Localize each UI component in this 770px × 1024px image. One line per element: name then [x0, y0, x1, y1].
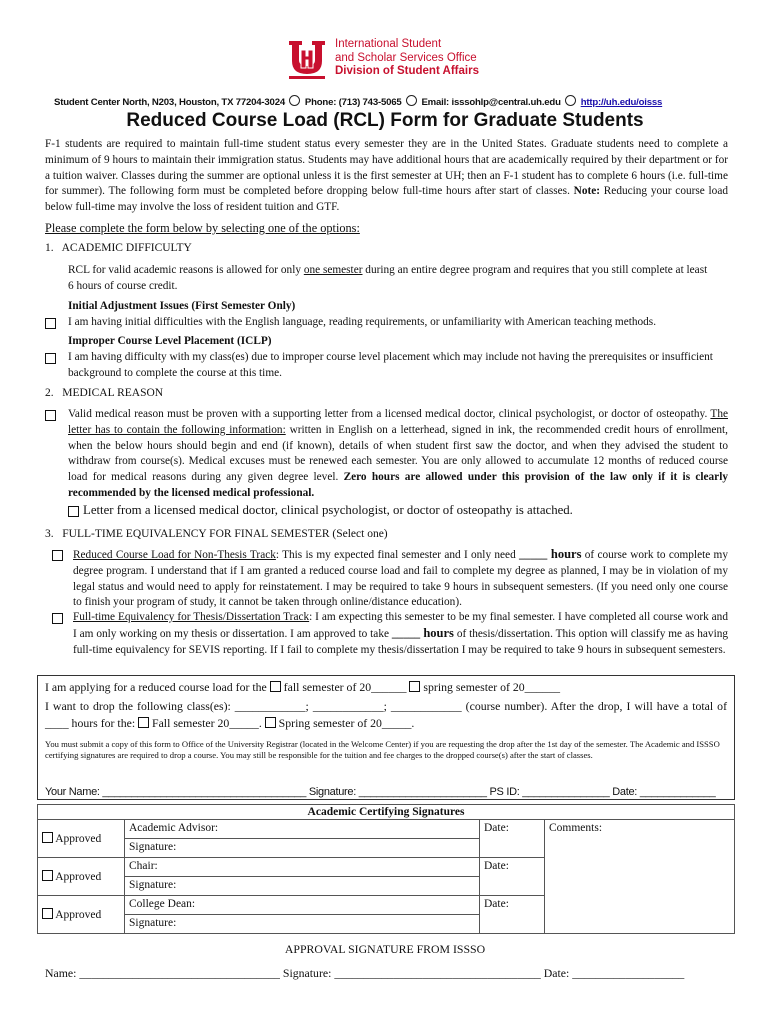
- section3-heading: 3. FULL-TIME EQUIVALENCY FOR FINAL SEMESTER (Select one): [45, 528, 388, 540]
- non-thesis-checkbox[interactable]: [52, 550, 63, 561]
- thesis-a: : I am expecting this semester to be my final semester. I have completed all course work and I am only working on my thesis or dissertation. I am approved to take: [73, 611, 728, 640]
- intro-paragraph: [45, 137, 728, 216]
- non-thesis-b: of course work to complete my degree program. I understand that if I am granted a reduced course load and fail to complete my degree as planned, I may be in violation of my legal status and would need to apply for reinstatement. I may be required to take 9 hours in subsequent semesters. (If you need only one course to finish your program of study, it cannot be taken through online/distance education).: [73, 549, 728, 609]
- drop-spring-checkbox[interactable]: [265, 717, 276, 728]
- sub1-text: I am having initial difficulties with the English language, reading requirements, or unfamiliarity with American teaching methods.: [68, 316, 657, 328]
- chair-signature[interactable]: Signature:: [125, 877, 480, 896]
- note-label: Note:: [573, 185, 601, 198]
- drop-fall-text: Fall semester 20_____.: [149, 716, 265, 730]
- web-icon: [565, 95, 576, 106]
- chair-approved-checkbox[interactable]: [42, 870, 53, 881]
- note-text: Reducing your course load below full-time may involve the loss of resident tuition and GTF.: [45, 185, 728, 214]
- section1-desc-a: RCL for valid academic reasons is allowed for only: [68, 264, 304, 276]
- signatures-table: [37, 804, 735, 934]
- section2-text-a: Valid medical reason must be proven with a supporting letter from a licensed medical doctor, clinical psychologist, or doctor of osteopathy.: [68, 408, 711, 420]
- your-name-field[interactable]: Your Name: ___________________________________: [45, 786, 307, 798]
- thesis-hours-blank[interactable]: _____: [391, 627, 421, 640]
- sub2-checkbox[interactable]: [45, 353, 56, 364]
- student-signature-field[interactable]: Signature: ______________________: [308, 786, 487, 798]
- instruction: Please complete the form below by selecting one of the options:: [45, 221, 360, 235]
- section2-text-b: written in English on a letterhead, signed in ink, the recommended credit hours of enrollment, when the below hours should begin and end (if known), details of when student first saw the doctor, and when they advised the student to withdraw from course(s). Medical excuses must be renewed each semester. You are only allowed to accumulate 12 months of reduced course load for medical reasons during any given degree level.: [68, 423, 729, 484]
- non-thesis-hours: hours: [547, 547, 582, 561]
- comments-cell[interactable]: Comments:: [545, 820, 735, 934]
- advisor-approved-checkbox[interactable]: [42, 832, 53, 843]
- dean-role: College Dean:: [125, 896, 480, 915]
- phone: Phone: (713) 743-5065: [304, 97, 402, 108]
- fine-print: You must submit a copy of this form to Office of the University Registrar (located in the Welcome Center) if you are requesting the drop after the 1st day of the semester. The Academic and ISSSO certifying signatures are required to drop a course. You may still be responsible for the tuition and fee charges to the dropped course(s) after the start of classes.: [45, 739, 720, 761]
- fall-semester-text: fall semester of 20______: [280, 680, 410, 694]
- intro-text: F-1 students are required to maintain full-time student status every semester they are in the United States. Graduate students need to complete a minimum of 9 hours to maintain their immigration status. Students may have additional hours that are academically required by their department or for a tuition waiver. Classes during the summer are optional unless it is the first semester at UH; then an F-1 student has to complete 6 hours (i.e. full-time for summer). The following form must be completed before dropping below full-time hours after start of classes.: [45, 138, 728, 198]
- page-title: Reduced Course Load (RCL) Form for Graduate Students: [126, 110, 644, 131]
- thesis-label: Full-time Equivalency for Thesis/Dissertation Track: [73, 611, 310, 623]
- thesis-checkbox[interactable]: [52, 613, 63, 624]
- issso-signature-field[interactable]: Signature: ___________________________________: [282, 966, 541, 980]
- section2-text: [68, 407, 728, 502]
- letter-attached-text: Letter from a licensed medical doctor, clinical psychologist, or doctor of osteopathy is attached.: [83, 503, 573, 517]
- student-date-field[interactable]: Date: _____________: [612, 786, 716, 798]
- application-line1: [45, 680, 560, 695]
- section1-desc-b: during an entire degree program and requires that you still complete at least 6 hours of course credit.: [68, 264, 708, 292]
- non-thesis-text: [73, 547, 728, 611]
- dean-approval[interactable]: [38, 896, 125, 934]
- drop-classes-text: I want to drop the following class(es): ____________; ____________; ____________ (course number). After the drop, I will have a total of ____ hours for the:: [45, 699, 727, 730]
- issso-heading: APPROVAL SIGNATURE FROM ISSSO: [284, 942, 486, 956]
- chair-approved-label: Approved: [55, 871, 102, 883]
- dean-date[interactable]: Date:: [480, 896, 545, 934]
- issso-date-field[interactable]: Date: ___________________: [543, 966, 685, 980]
- org-name: [335, 38, 479, 79]
- address: Student Center North, N203, Houston, TX 77204-3024: [54, 97, 285, 108]
- sub2-text: I am having difficulty with my class(es) due to improper course level placement which may include not having the prerequisites or insufficient background to complete the course at this time.: [68, 351, 713, 379]
- sub1-title: Initial Adjustment Issues (First Semester Only): [68, 300, 296, 312]
- contact-bar: [54, 95, 662, 108]
- issso-name-field[interactable]: Name: __________________________________: [45, 966, 280, 980]
- application-line2: [45, 698, 727, 732]
- advisor-signature[interactable]: Signature:: [125, 839, 480, 858]
- phone-icon: [289, 95, 300, 106]
- dean-approved-checkbox[interactable]: [42, 908, 53, 919]
- non-thesis-a: : This is my expected final semester and I only need: [275, 549, 520, 561]
- signatures-heading: Academic Certifying Signatures: [38, 805, 735, 820]
- org-line1: International Student: [335, 38, 442, 50]
- website-link[interactable]: http://uh.edu/oisss: [580, 97, 663, 108]
- non-thesis-hours-blank[interactable]: _____: [519, 549, 548, 561]
- org-line3: Division of Student Affairs: [335, 65, 479, 77]
- drop-fall-checkbox[interactable]: [138, 717, 149, 728]
- spring-semester-text: spring semester of 20______: [420, 680, 561, 694]
- fall-checkbox[interactable]: [270, 681, 281, 692]
- advisor-approved-label: Approved: [55, 833, 102, 845]
- email[interactable]: Email: isssohlp@central.uh.edu: [421, 97, 561, 108]
- chair-date[interactable]: Date:: [480, 858, 545, 896]
- non-thesis-label: Reduced Course Load for Non-Thesis Track: [73, 549, 276, 561]
- dean-signature[interactable]: Signature:: [125, 915, 480, 934]
- section2-text-underline: The letter has to contain the following information:: [68, 408, 728, 436]
- section2-heading: 2. MEDICAL REASON: [45, 387, 164, 399]
- dean-approved-label: Approved: [55, 909, 102, 921]
- issso-line: [45, 966, 684, 981]
- org-line2: and Scholar Services Office: [335, 51, 477, 64]
- letter-attached-checkbox[interactable]: [68, 506, 79, 517]
- advisor-date[interactable]: Date:: [480, 820, 545, 858]
- chair-role: Chair:: [125, 858, 480, 877]
- thesis-b: of thesis/dissertation. This option will classify me as having full-time equivalency for SEVIS reporting. If I fail to complete my thesis/dissertation I may be required to take 9 hours in subsequent semesters.: [73, 627, 728, 656]
- application-line1-a: I am applying for a reduced course load for the: [45, 680, 270, 694]
- chair-approval[interactable]: [38, 858, 125, 896]
- section2-text-bold: Zero hours are allowed under this provision of the law only if it is clearly recommended by the licensed medical professional.: [68, 471, 728, 499]
- email-icon: [406, 95, 417, 106]
- drop-spring-text: Spring semester of 20_____.: [275, 716, 415, 730]
- section1-heading: 1. ACADEMIC DIFFICULTY: [45, 242, 192, 254]
- thesis-text: [73, 610, 728, 658]
- advisor-role: Academic Advisor:: [125, 820, 480, 839]
- spring-checkbox[interactable]: [409, 681, 420, 692]
- section1-desc-underline: one semester: [303, 264, 363, 276]
- medical-checkbox[interactable]: [45, 410, 56, 421]
- sub1-checkbox[interactable]: [45, 318, 56, 329]
- thesis-hours: hours: [420, 625, 454, 640]
- advisor-approval[interactable]: [38, 820, 125, 858]
- student-line: [45, 786, 715, 798]
- psid-field[interactable]: PS ID: _______________: [489, 786, 610, 798]
- uh-logo: [287, 38, 327, 80]
- section1-desc: [68, 263, 708, 295]
- sub2-title: Improper Course Level Placement (ICLP): [68, 335, 272, 347]
